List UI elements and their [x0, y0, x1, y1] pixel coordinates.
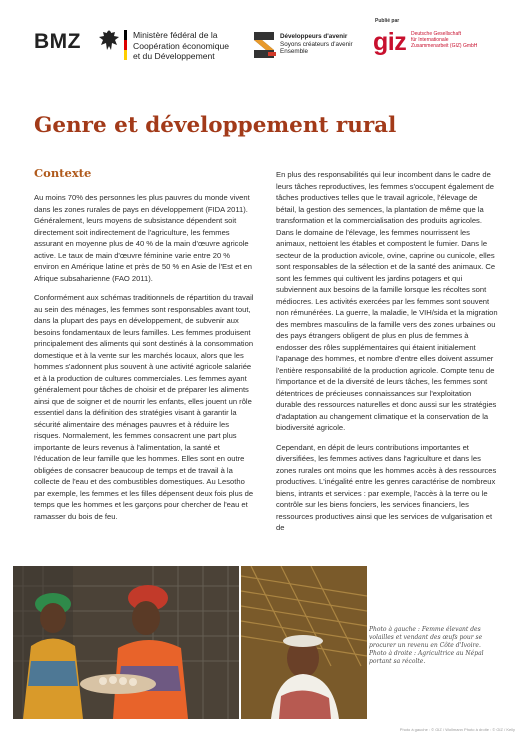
- photo-credits: Photo à gauche : © GIZ / Wollmann Photo à droite : © GIZ / Kelly: [399, 727, 515, 732]
- paragraph: Cependant, en dépit de leurs contributions importantes et diversifiées, les femmes actives dans l'agriculture et dans les zones rurales ont moins que les hommes accès à des ressources productives. L'inégalité entre les genres caractérise de nombreux biens, intrants et services : par exemple, l'accès à la terre ou le contrôle sur les biens fonciers, les services financiers, les ressources productives ainsi que les services de vulgarisation et de: [276, 442, 497, 532]
- caption-right: Photo à droite : Agricultrice au Népal portant sa récolte.: [369, 650, 484, 665]
- photo-caption: [369, 626, 489, 666]
- giz-line: Deutsche Gesellschaft: [411, 31, 462, 37]
- bmz-logo-text: BMZ: [34, 30, 81, 53]
- photo-poultry-farmer: [13, 566, 239, 719]
- right-column: [276, 169, 498, 542]
- paragraph: Conformément aux schémas traditionnels de répartition du travail au sein des ménages, les femmes sont responsables avant tout, dans la plupart des pays en développement, de subvenir aux besoins fondamentaux de leurs familles. Les femmes produisent principalement des aliments qui sont destinés à la consommation domestique et à la vente sur les marchés locaux, alors que les hommes s'adonnent plus souvent à une activité agricole salariée et à la production de cultures commerciales. Les femmes ayant généralement pour tâches de choisir et de préparer les aliments ainsi que de soigner et de nourrir les enfants, elles jouent un rôle essentiel dans la définition des stratégies visant à garantir la sécurité alimentaire des ménages pauvres et à réduire les risques. Normalement, les femmes consacrent une part plus importante de leurs revenus à l'alimentation, la santé et l'éducation de leur famille que les hommes. Elles sont en outre obligées de consacrer beaucoup de temps et de travail à la collecte de l'eau et des combustibles domestiques. Au Lesotho par exemple, les femmes et les filles dépensent deux fois plus de temps que les hommes et les garçons pour chercher de l'eau et ramasser du bois de feu.: [34, 293, 254, 521]
- photo-nepal-farmer: [241, 566, 367, 719]
- federal-eagle-icon: [98, 28, 120, 54]
- giz-line: Zusammenarbeit (GIZ) GmbH: [411, 43, 478, 49]
- giz-line: für Internationale: [411, 37, 449, 43]
- giz-full-name: [411, 31, 521, 49]
- developpeurs-avenir-text: [280, 33, 380, 56]
- giz-logo-text: giz: [373, 28, 407, 56]
- dev-line: Soyons créateurs d'avenir: [280, 40, 353, 48]
- dev-line: Développeurs d'avenir: [280, 33, 348, 40]
- developpeurs-avenir-logo-icon: [254, 32, 276, 58]
- page-title: Genre et développement rural: [34, 113, 397, 138]
- section-heading: Contexte: [34, 166, 92, 180]
- paragraph: En plus des responsabilités qui leur incombent dans le cadre de leurs tâches reproductives, les femmes s'occupent également de tâches productives telles que le travail agricole, l'élevage de bétail, la gestion des semences, la plantation de même que la transformation et la commercialisation des produits agricoles. Dans le domaine de l'élevage, les femmes nourrissent les animaux, nettoient les étables et compostent le fumier. Dans le secteur de la production avicole, ovine, caprine ou cunicole, elles sont responsables de la sélection et de la santé des animaux. Ce sont les femmes qui cultivent les jardins potagers et qui subviennent aux besoins de la famille lorsque les récoltes sont médiocres. Les activités exercées par les femmes sont souvent non rémunérées. La guerre, la maladie, le VIH/sida et la migration des membres masculins de la famille vers des zones urbaines ou des pays étrangers obligent de plus en plus de femmes à endosser des rôles supplémentaires qui étaient initialement l'apanage des hommes, et nombre d'entre elles doivent assumer l'entière responsabilité de la production agricole. Compte tenu de l'importance et de la diversité de leurs tâches, les femmes sont détentrices de précieuses connaissances sur l'exploitation durable des ressources naturelles et donc aussi sur les stratégies d'adaptation au changement climatique et la conservation de la biodiversité agricole.: [276, 170, 498, 432]
- left-column: [34, 192, 256, 530]
- publie-par-label: Publié par: [375, 18, 400, 24]
- caption-left: Photo à gauche : Femme élevant des volailles et vendant des œufs pour se procurer un revenu en Côte d'Ivoire.: [369, 626, 483, 649]
- ministry-line: Ministère fédéral de la: [133, 30, 218, 40]
- paragraph: Au moins 70% des personnes les plus pauvres du monde vivent dans les zones rurales de pays en développement (FIDA 2011). Généralement, leurs moyens de subsistance dépendent soit directement soit indirectement de l'agriculture, les femmes assurant en moyenne plus de 40 % de la main d'œuvre agricole active. Le taux de main d'œuvre féminine varie entre 20 % environ en Amérique latine et près de 50 % en Asie de l'Est et en Afrique subsaharienne (FAO 2011).: [34, 193, 253, 283]
- ministry-line: Coopération économique: [133, 40, 230, 51]
- dev-line: Ensemble: [280, 48, 309, 56]
- german-flag-stripe: [124, 30, 127, 60]
- ministry-name: [133, 30, 243, 62]
- ministry-line: et du Développement: [133, 51, 215, 61]
